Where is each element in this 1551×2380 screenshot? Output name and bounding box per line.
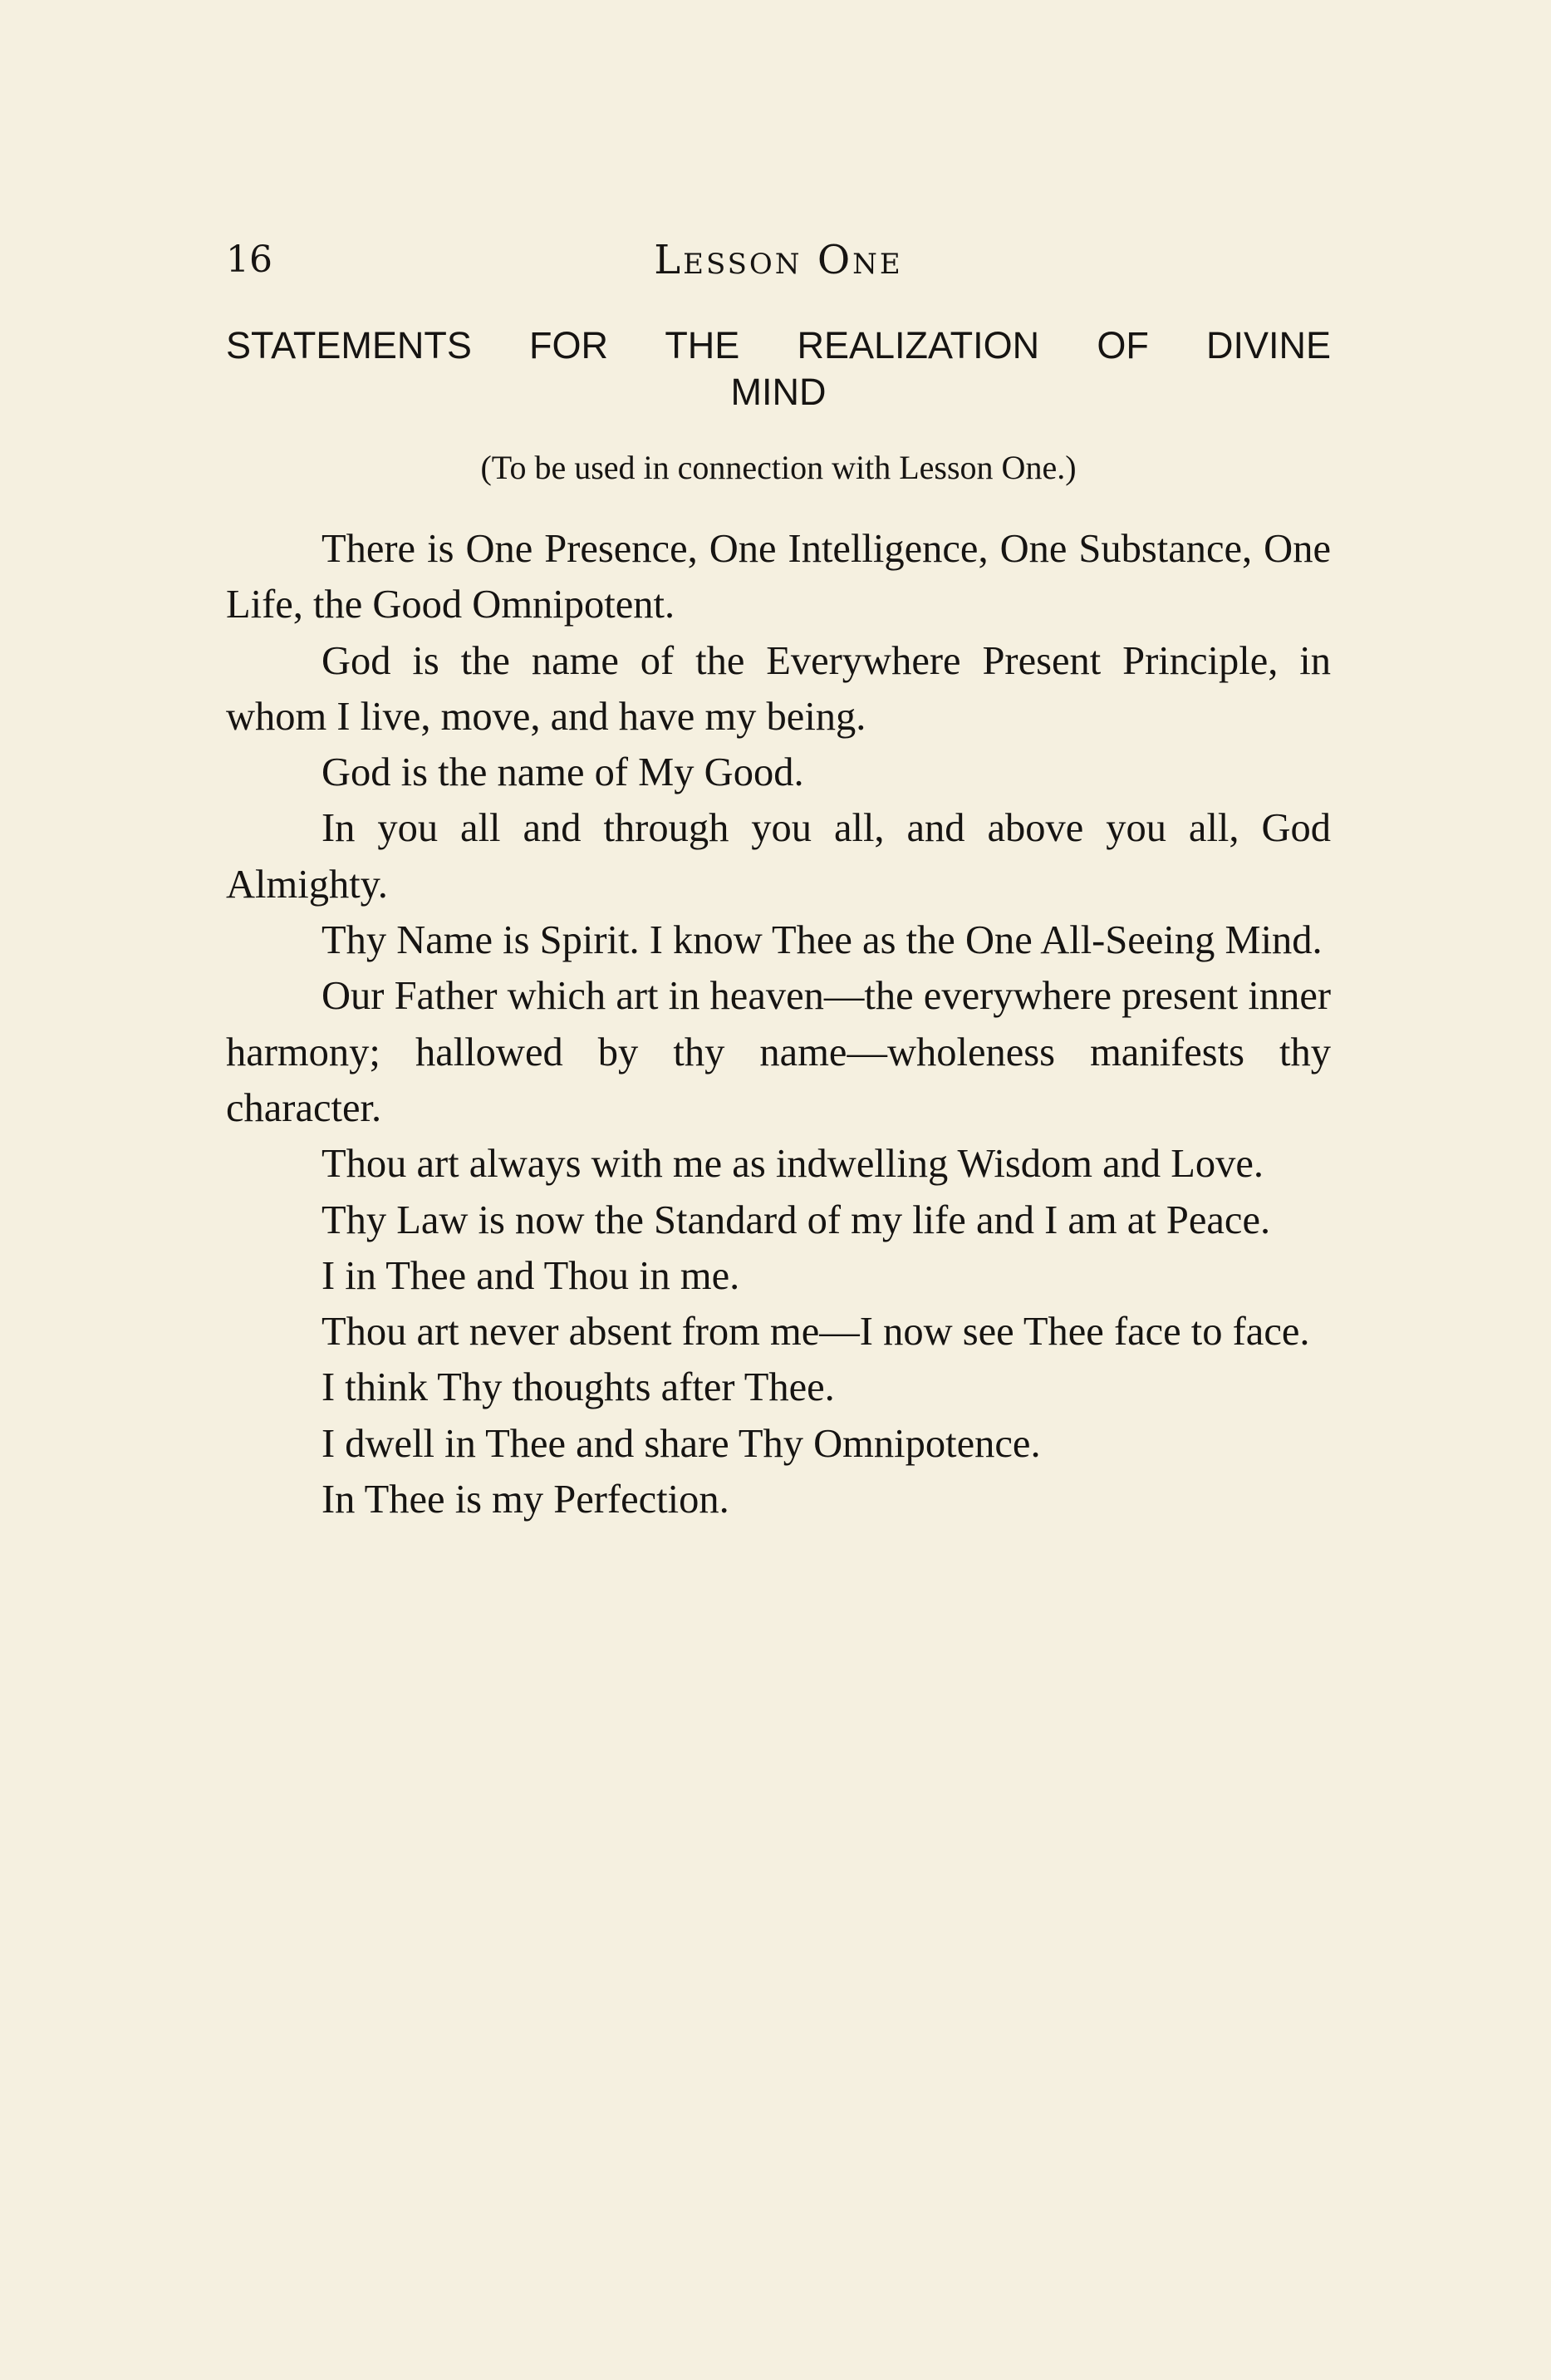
usage-note: (To be used in connection with Lesson One.) bbox=[480, 449, 1077, 486]
statement-paragraph: I in Thee and Thou in me. bbox=[321, 1253, 740, 1298]
statement-paragraph: Our Father which art in heaven—the everywhere present inner harmony; hallowed by thy name—wholeness manifests thy character. bbox=[226, 974, 1331, 1130]
section-heading bbox=[226, 322, 1331, 416]
statement-paragraph: God is the name of the Everywhere Present Principle, in whom I live, move, and have my being. bbox=[226, 638, 1331, 739]
statement-paragraph: There is One Presence, One Intelligence, One Substance, One Life, the Good Omnipotent. bbox=[226, 527, 1331, 627]
statement-paragraph: In you all and through you all, and above you all, God Almighty. bbox=[226, 806, 1331, 907]
statement-paragraph: Thy Name is Spirit. I know Thee as the One All-Seeing Mind. bbox=[321, 918, 1323, 963]
statement-paragraph: Thou art never absent from me—I now see Thee face to face. bbox=[321, 1310, 1310, 1355]
statement-paragraph: I think Thy thoughts after Thee. bbox=[321, 1365, 835, 1410]
running-title: Lesson One bbox=[654, 237, 903, 283]
statement-paragraph: God is the name of My Good. bbox=[321, 750, 804, 795]
section-heading-line-2: MIND bbox=[730, 371, 827, 413]
statement-paragraph: In Thee is my Perfection. bbox=[321, 1478, 729, 1522]
running-head bbox=[226, 231, 1331, 289]
page-number: 16 bbox=[226, 238, 272, 281]
statement-paragraph: Thy Law is now the Standard of my life and I am at Peace. bbox=[321, 1197, 1271, 1242]
section-heading-line-1: STATEMENTS FOR THE REALIZATION OF DIVINE bbox=[226, 324, 1331, 366]
statements-list bbox=[226, 521, 1331, 1527]
statement-paragraph: I dwell in Thee and share Thy Omnipotence. bbox=[321, 1421, 1041, 1466]
statement-paragraph: Thou art always with me as indwelling Wisdom and Love. bbox=[321, 1142, 1264, 1187]
